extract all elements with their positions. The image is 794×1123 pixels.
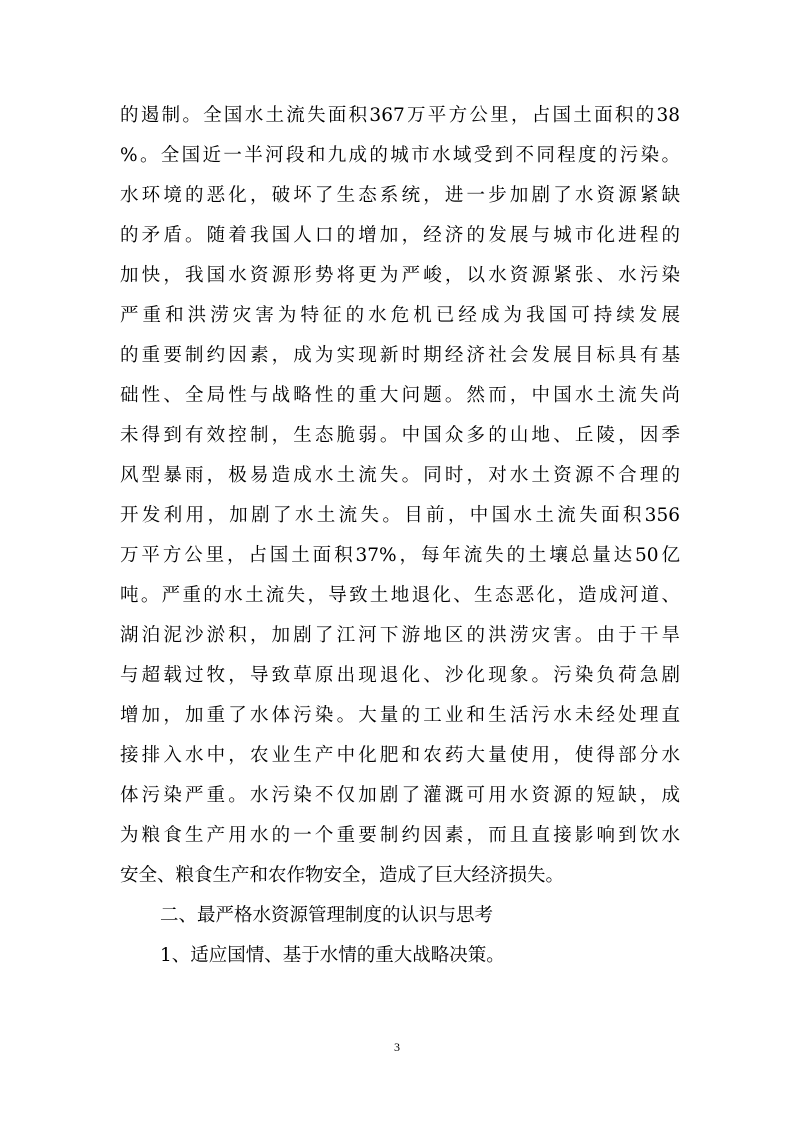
body-text [120, 96, 680, 976]
paragraph-line: 加快，我国水资源形势将更为严峻，以水资源紧张、水污染 [120, 265, 680, 286]
paragraph-line: 增加，加重了水体污染。大量的工业和生活污水未经处理直 [120, 705, 680, 726]
paragraph-line: 水环境的恶化，破坏了生态系统，进一步加剧了水资源紧缺 [120, 185, 680, 206]
paragraph-line: 湖泊泥沙淤积，加剧了江河下游地区的洪涝灾害。由于干旱 [120, 625, 680, 646]
paragraph-line: 未得到有效控制，生态脆弱。中国众多的山地、丘陵，因季 [120, 425, 680, 446]
paragraph-line: 与超载过牧，导致草原出现退化、沙化现象。污染负荷急剧 [120, 665, 680, 686]
paragraph-line: 风型暴雨，极易造成水土流失。同时，对水土资源不合理的 [120, 465, 680, 486]
paragraph-line: 开发利用，加剧了水土流失。目前，中国水土流失面积356 [120, 505, 680, 526]
paragraph-line: 接排入水中，农业生产中化肥和农药大量使用，使得部分水 [120, 745, 680, 766]
page-number: 3 [394, 1040, 400, 1054]
paragraph-line: 的遏制。全国水土流失面积367万平方公里，占国土面积的38 [120, 105, 680, 126]
paragraph-line: 吨。严重的水土流失，导致土地退化、生态恶化，造成河道、 [120, 585, 680, 606]
paragraph-line: 严重和洪涝灾害为特征的水危机已经成为我国可持续发展 [120, 305, 680, 326]
section-heading: 二、最严格水资源管理制度的认识与思考 [160, 905, 494, 926]
paragraph-line: 为粮食生产用水的一个重要制约因素，而且直接影响到饮水 [120, 825, 680, 846]
paragraph-line: 的矛盾。随着我国人口的增加，经济的发展与城市化进程的 [120, 225, 680, 246]
paragraph-line: 体污染严重。水污染不仅加剧了灌溉可用水资源的短缺，成 [120, 785, 680, 806]
paragraph-line: 万平方公里，占国土面积37%，每年流失的土壤总量达50亿 [120, 545, 680, 566]
paragraph-line: 础性、全局性与战略性的重大问题。然而，中国水土流失尚 [120, 385, 680, 406]
paragraph-line: %。全国近一半河段和九成的城市水域受到不同程度的污染。 [120, 145, 680, 166]
paragraph-line: 的重要制约因素，成为实现新时期经济社会发展目标具有基 [120, 345, 680, 366]
subsection-heading: 1、适应国情、基于水情的重大战略决策。 [160, 945, 505, 966]
paragraph-line: 安全、粮食生产和农作物安全，造成了巨大经济损失。 [120, 865, 565, 886]
